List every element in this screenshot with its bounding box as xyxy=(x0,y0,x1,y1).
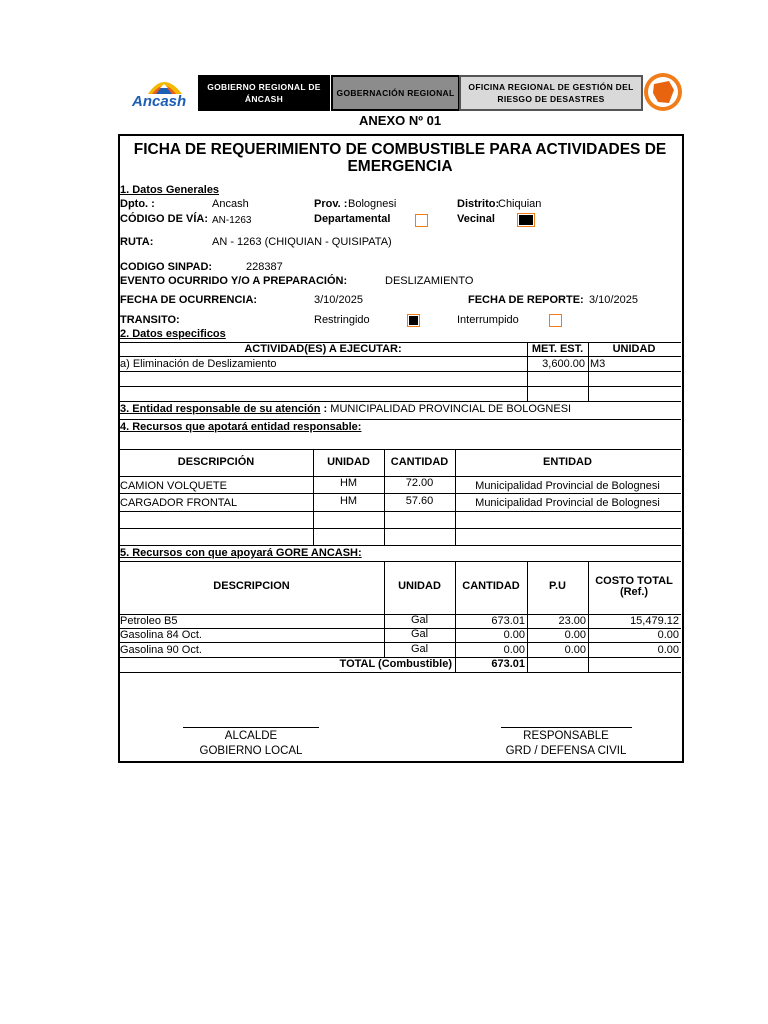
recurso-cant-2: 57.60 xyxy=(405,495,434,507)
dpto-label: Dpto. : xyxy=(120,198,155,210)
fecha-reporte-value: 3/10/2025 xyxy=(589,294,638,306)
sinpad-value: 228387 xyxy=(246,261,283,273)
firma-grd: GRD / DEFENSA CIVIL xyxy=(505,745,627,757)
recurso-desc-1: CAMION VOLQUETE xyxy=(120,480,227,492)
met-est-cell: 3,600.00 xyxy=(542,358,585,370)
col-cantidad-gore: CANTIDAD xyxy=(462,580,520,592)
gore-unidad-3: Gal xyxy=(410,643,429,655)
entidad-sep: : xyxy=(320,403,331,415)
entidad-row xyxy=(120,403,571,416)
section-datos-generales: 1. Datos Generales xyxy=(120,184,220,196)
col-costo-ref: (Ref.) xyxy=(619,586,649,598)
prov-label: Prov. : xyxy=(314,198,348,210)
total-label: TOTAL (Combustible) xyxy=(339,658,452,670)
ruta-label: RUTA: xyxy=(120,236,154,248)
fecha-reporte-label: FECHA DE REPORTE: xyxy=(468,294,584,306)
gore-desc-3: Gasolina 90 Oct. xyxy=(120,644,202,656)
restringido-checkbox[interactable] xyxy=(407,314,420,327)
sinpad-label: CODIGO SINPAD: xyxy=(120,261,213,273)
col-descripcion-gore: DESCRIPCION xyxy=(213,580,290,592)
vecinal-label: Vecinal xyxy=(457,213,495,225)
interrumpido-checkbox[interactable] xyxy=(549,314,562,327)
firma-alcalde: ALCALDE xyxy=(224,730,278,742)
section-datos-especificos: 2. Datos especificos xyxy=(120,328,226,340)
total-value: 673.01 xyxy=(491,658,525,670)
actividad-cell: a) Eliminación de Deslizamiento xyxy=(120,358,277,370)
firma-responsable: RESPONSABLE xyxy=(523,730,609,742)
interrumpido-label: Interrumpido xyxy=(457,314,519,326)
gore-costo-1: 15,479.12 xyxy=(630,615,679,627)
gore-costo-2: 0.00 xyxy=(657,629,679,641)
distrito-label: Distrito: xyxy=(457,198,500,210)
signature-line-right xyxy=(501,727,632,728)
entidad-label: 3. Entidad responsable de su atención xyxy=(120,403,321,415)
col-cantidad-ent: CANTIDAD xyxy=(390,456,449,468)
distrito-value: Chiquian xyxy=(498,198,542,210)
fecha-ocurrencia-value: 3/10/2025 xyxy=(314,294,363,306)
form-title: FICHA DE REQUERIMIENTO DE COMBUSTIBLE PARA ACTIVIDADES DE EMERGENCIA xyxy=(133,141,667,175)
section-recursos-gore: 5. Recursos con que apoyará GORE ANCASH: xyxy=(120,547,362,559)
vecinal-checkbox[interactable] xyxy=(517,213,535,227)
logo-text: Ancash xyxy=(132,93,187,110)
gore-desc-2: Gasolina 84 Oct. xyxy=(120,629,202,641)
transito-label: TRANSITO: xyxy=(120,314,180,326)
restringido-label: Restringido xyxy=(314,314,370,326)
gore-pu-1: 23.00 xyxy=(558,615,586,627)
recurso-entidad-2: Municipalidad Provincial de Bolognesi xyxy=(475,497,660,509)
col-costo-total: COSTO TOTAL xyxy=(595,575,673,587)
col-actividades: ACTIVIDAD(ES) A EJECUTAR: xyxy=(244,343,402,355)
col-descripcion: DESCRIPCIÓN xyxy=(177,456,255,468)
gore-cant-1: 673.01 xyxy=(491,615,525,627)
header-oficina-grd: OFICINA REGIONAL DE GESTIÓN DEL RIESGO DE DESASTRES xyxy=(459,75,643,111)
grd-logo xyxy=(643,70,683,114)
col-unidad-ent: UNIDAD xyxy=(327,456,370,468)
gore-unidad-1: Gal xyxy=(410,614,429,626)
codigo-via-label: CÓDIGO DE VÍA: xyxy=(120,213,209,225)
gore-costo-3: 0.00 xyxy=(657,644,679,656)
gore-desc-1: Petroleo B5 xyxy=(120,615,178,627)
prov-value: Bolognesi xyxy=(348,198,397,210)
gore-unidad-2: Gal xyxy=(410,628,429,640)
section-recursos-entidad: 4. Recursos que apotará entidad responsable: xyxy=(120,421,362,433)
ruta-value: AN - 1263 (CHIQUIAN - QUISIPATA) xyxy=(212,236,392,248)
col-entidad: ENTIDAD xyxy=(543,456,592,468)
unidad-cell: M3 xyxy=(590,358,606,370)
recurso-unidad-2: HM xyxy=(339,495,358,507)
annex-title: ANEXO Nº 01 xyxy=(359,113,442,128)
entidad-value: MUNICIPALIDAD PROVINCIAL DE BOLOGNESI xyxy=(330,403,572,415)
evento-label: EVENTO OCURRIDO Y/O A PREPARACIÓN: xyxy=(120,275,348,287)
departamental-checkbox[interactable] xyxy=(415,214,428,227)
header-gobernacion: GOBERNACIÓN REGIONAL xyxy=(331,75,460,111)
header-gobierno-regional: GOBIERNO REGIONAL DE ÁNCASH xyxy=(198,75,330,111)
gore-cant-3: 0.00 xyxy=(503,644,525,656)
col-unidad: UNIDAD xyxy=(612,343,656,355)
col-met-est: MET. EST. xyxy=(531,343,584,355)
recurso-desc-2: CARGADOR FRONTAL xyxy=(120,497,238,509)
col-pu: P.U xyxy=(549,580,566,592)
departamental-label: Departamental xyxy=(314,213,391,225)
gore-pu-2: 0.00 xyxy=(564,629,586,641)
fecha-ocurrencia-label: FECHA DE OCURRENCIA: xyxy=(120,294,258,306)
evento-value: DESLIZAMIENTO xyxy=(385,275,474,287)
dpto-value: Ancash xyxy=(212,198,249,210)
recurso-cant-1: 72.00 xyxy=(405,477,434,489)
ancash-logo xyxy=(130,72,198,114)
col-unidad-gore: UNIDAD xyxy=(398,580,441,592)
recurso-unidad-1: HM xyxy=(339,477,358,489)
gore-pu-3: 0.00 xyxy=(564,644,586,656)
firma-gobierno-local: GOBIERNO LOCAL xyxy=(199,745,303,757)
signature-line-left xyxy=(183,727,319,728)
gore-cant-2: 0.00 xyxy=(503,629,525,641)
codigo-via-value: AN-1263 xyxy=(212,215,252,226)
recurso-entidad-1: Municipalidad Provincial de Bolognesi xyxy=(475,480,660,492)
